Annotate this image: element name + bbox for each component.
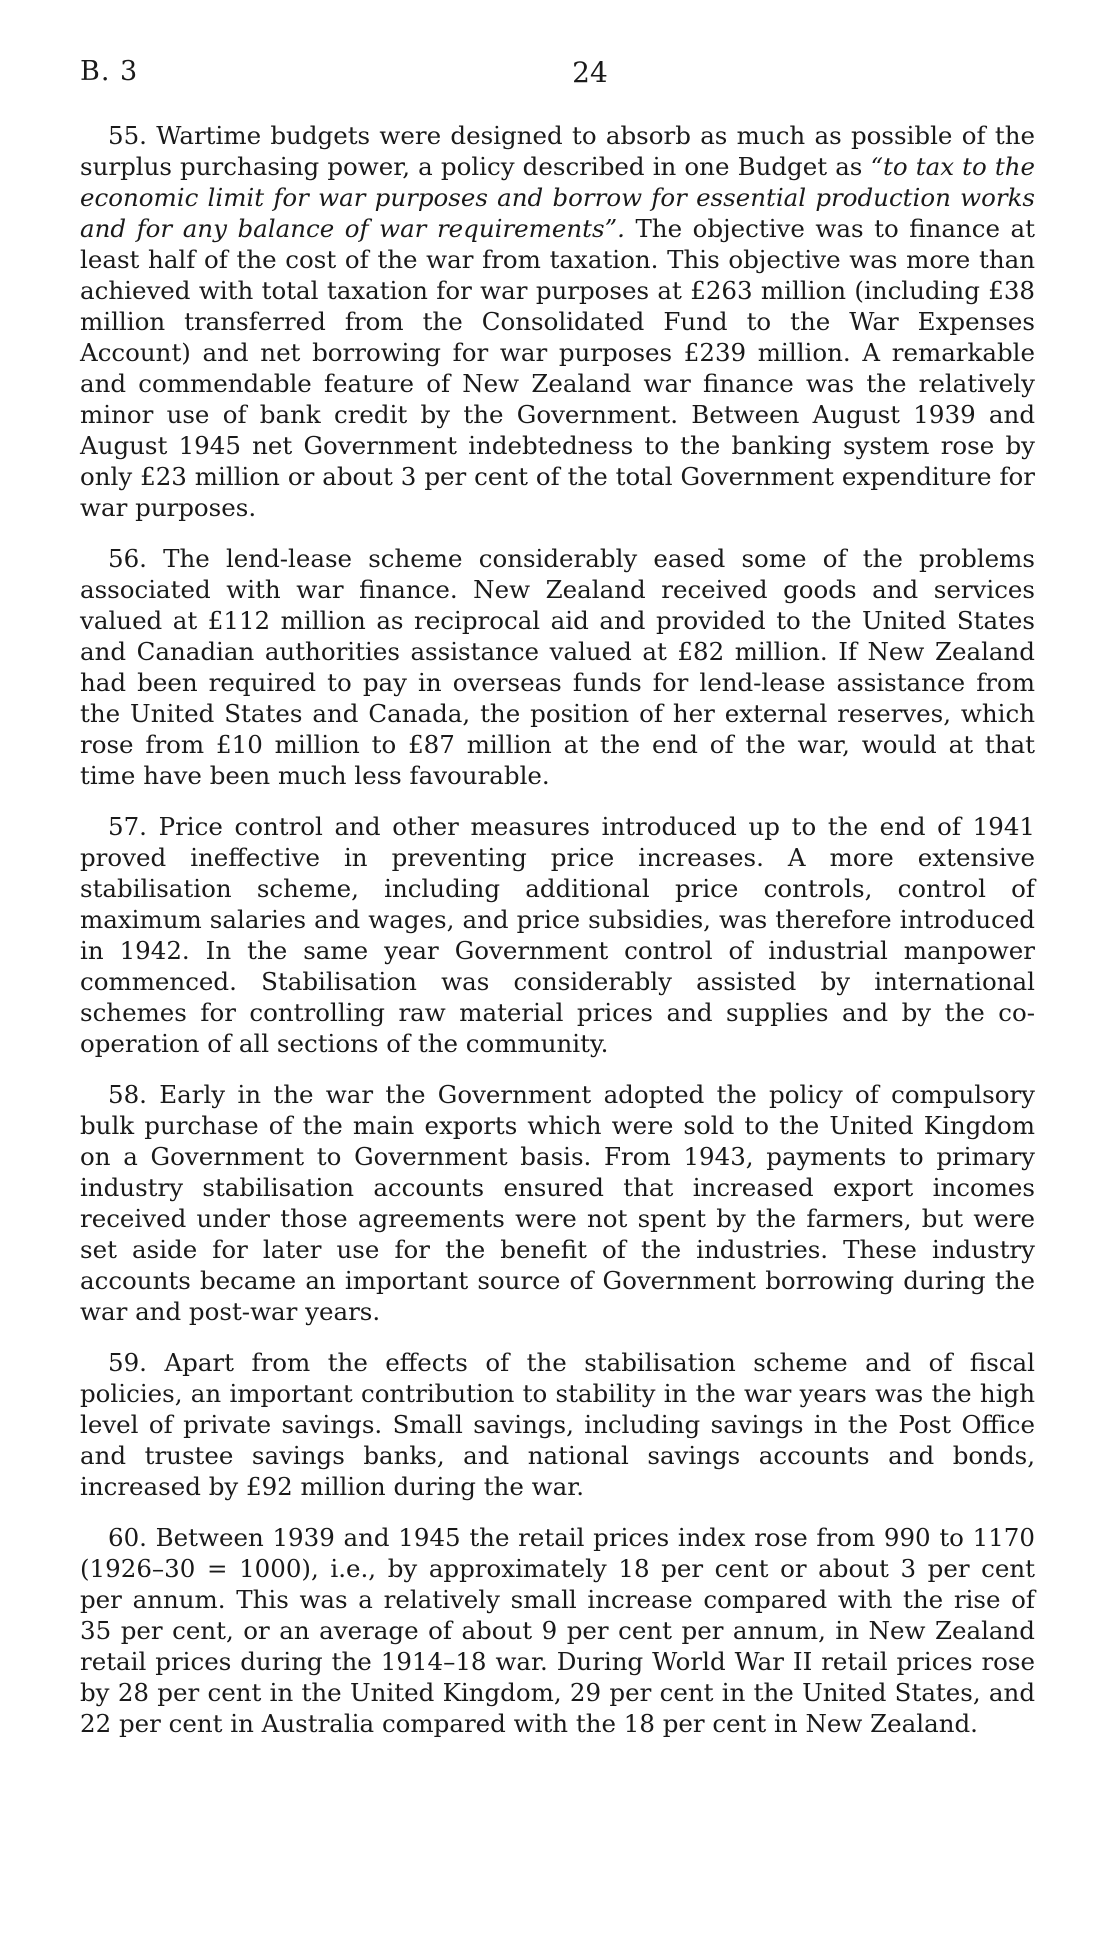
page-header xyxy=(80,56,1040,96)
paragraph-number: 59. xyxy=(108,1348,147,1377)
document-reference: B. 3 xyxy=(80,56,139,87)
paragraph-text: Early in the war the Government adopted the policy of compulsory bulk purchase of the main exports which were sold to the United Kingdom on a Government to Government basis. From 1943, payments to primary industry stabilisation accounts ensured that increased export incomes received under those agreements were not spent by the farmers, but were set aside for later use for the benefit of the industries. These industry accounts became an important source of Government borrowing during the war and post-war years. xyxy=(80,1080,1035,1326)
paragraph-text: Price control and other measures introduced up to the end of 1941 proved ineffective in preventing price increases. A more extensive stabilisation scheme, including additional price controls, control of maximum salaries and wages, and price subsidies, was therefore introduced in 1942. In the same year Government control of industrial manpower commenced. Stabilisation was considerably assisted by international schemes for controlling raw material prices and supplies and by the co-operation of all sections of the community. xyxy=(80,812,1035,1058)
page-number: 24 xyxy=(572,56,608,89)
paragraph-number: 56. xyxy=(108,544,147,573)
paragraph-56 xyxy=(80,543,1035,791)
paragraph-58 xyxy=(80,1079,1035,1327)
paragraph-59 xyxy=(80,1347,1035,1502)
paragraph-text: The objective was to finance at least half of the cost of the war from taxation. This objective was more than achieved with total taxation for war purposes at £263 million (including £38 million transferred from the Consolidated Fund to the War Expenses Account) and net borrowing for war purposes £239 million. A remarkable and commendable feature of New Zealand war finance was the relatively minor use of bank credit by the Government. Between August 1939 and August 1945 net Government indebtedness to the banking system rose by only £23 million or about 3 per cent of the total Government expenditure for war purposes. xyxy=(80,214,1035,522)
paragraph-number: 60. xyxy=(108,1523,147,1552)
paragraph-60 xyxy=(80,1522,1035,1739)
paragraph-number: 58. xyxy=(108,1080,147,1109)
body-text xyxy=(80,120,1035,1759)
paragraph-number: 57. xyxy=(108,812,147,841)
paragraph-text: The lend-lease scheme considerably eased some of the problems associated with war finance. New Zealand received goods and services valued at £112 million as reciprocal aid and provided to the United States and Canadian authorities assistance valued at £82 million. If New Zealand had been required to pay in overseas funds for lend-lease assistance from the United States and Canada, the position of her external reserves, which rose from £10 million to £87 million at the end of the war, would at that time have been much less favourable. xyxy=(80,544,1035,790)
paragraph-text: Wartime budgets were designed to absorb as much as possible of the surplus purchasing power, a policy described in one Budget as xyxy=(80,121,1035,181)
paragraph-55 xyxy=(80,120,1035,523)
paragraph-number: 55. xyxy=(108,121,147,150)
budget-quote: “to tax to the economic limit for war purposes and borrow for essential production works and for any balance of war requirements”. xyxy=(80,152,1035,243)
paragraph-text: Apart from the effects of the stabilisation scheme and of fiscal policies, an important contribution to stability in the war years was the high level of private savings. Small savings, including savings in the Post Office and trustee savings banks, and national savings accounts and bonds, increased by £92 million during the war. xyxy=(80,1348,1035,1501)
paragraph-57 xyxy=(80,811,1035,1059)
paragraph-text: Between 1939 and 1945 the retail prices index rose from 990 to 1170 (1926–30 = 1000), i.e., by approximately 18 per cent or about 3 per cent per annum. This was a relatively small increase compared with the rise of 35 per cent, or an average of about 9 per cent per annum, in New Zealand retail prices during the 1914–18 war. During World War II retail prices rose by 28 per cent in the United Kingdom, 29 per cent in the United States, and 22 per cent in Australia compared with the 18 per cent in New Zealand. xyxy=(80,1523,1035,1738)
